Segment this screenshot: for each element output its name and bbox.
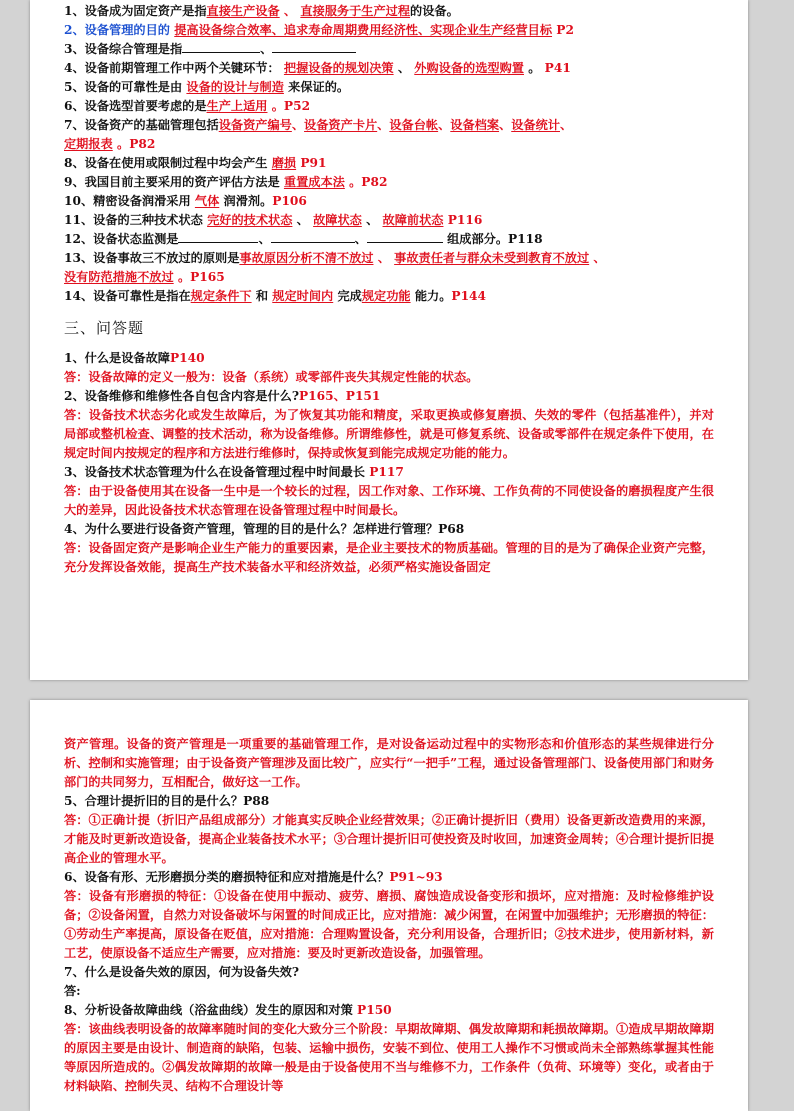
question-text: 。 [177, 270, 191, 284]
separator: 、 [377, 118, 390, 132]
page-ref: P41 [544, 61, 571, 75]
question-text: 。 [349, 175, 362, 189]
question-text: 润滑剂。 [223, 194, 273, 208]
separator: 、 [354, 232, 367, 246]
question-text: 6、设备有形、无形磨损分类的磨损特征和应对措施是什么？ [64, 870, 390, 884]
question-text: 2、设备维修和维修性各自包含内容是什么? [64, 389, 299, 403]
question-text: 8、设备在使用或限制过程中均会产生 [64, 156, 268, 170]
qa-question-7 [64, 963, 714, 982]
qa-question-3 [64, 463, 714, 482]
section-title: 三、问答题 [64, 319, 145, 337]
answer-text: 故障前状态 [382, 213, 444, 227]
qa-answer-4-part-2: 资产管理。设备的资产管理是一项重要的基础管理工作，是对设备运动过程中的实物形态和价值形态的某些规律进行分析、控制和实施管理；由于设备资产管理涉及面比较广，应实行“一把手”工程，通过设备管理部门、设备使用部门和财务部门的共同努力，互相配合，做好这一工作。 [64, 737, 714, 789]
answer-text: 定期报表 [64, 137, 113, 151]
separator: 、 [260, 42, 273, 56]
answer-text: 把握设备的规划决策 [283, 61, 394, 75]
question-text: 。 [528, 61, 541, 75]
answer-text: 外购设备的选型购置 [414, 61, 524, 75]
separator: 、 [291, 118, 305, 132]
question-text: 能力。 [414, 289, 452, 303]
qa-answer-8: 答：该曲线表明设备的故障率随时间的变化大致分三个阶段：早期故障期、偶发故障期和耗损故障期。①造成早期故障期的原因主要是由设计、制造商的缺陷，包装、运输中损伤，安装不到位、使用工人操作不习惯或尚未全部熟练掌握其性能等原因所造成的。②偶发故障期的故障一般是由于设备使用不当与维修不力，工作条件（负荷、环境等）变化，或者由于材料缺陷、控制失灵、结构不合理设计等 [64, 1022, 714, 1093]
page-ref: P82 [129, 137, 156, 151]
blank-line [271, 230, 355, 243]
question-text: 组成部分。 [447, 232, 509, 246]
page-ref: P2 [556, 23, 574, 37]
question-text: 。 [117, 137, 130, 151]
page-ref: P52 [283, 99, 311, 113]
answer-text: 生产上适用 [206, 99, 268, 113]
question-text: 2、设备管理的目的 [64, 23, 170, 37]
fill-question-4 [64, 59, 714, 78]
qa-question-5 [64, 792, 714, 811]
page-ref: P106 [272, 194, 307, 208]
fill-question-13-cont [64, 268, 714, 287]
separator: 、 [397, 61, 411, 75]
qa-answer-6: 答：设备有形磨损的特征：①设备在使用中振动、疲劳、磨损、腐蚀造成设备变形和损坏，应对措施：及时检修维护设备；②设备闲置，自然力对设备破坏与闲置的时间成正比，应对措施：减少闲置，在闲置中加强维护；无形磨损的特征：①劳动生产率提高，原设备在贬值，应对措施：合理购置设备，充分利用设备，合理折旧；②技术进步，使用新材料，新工艺，使原设备不适应生产需要，应对措施：要及时更新改造设备，加强管理。 [64, 889, 714, 960]
answer-text: 直接生产设备 [206, 4, 280, 18]
answer-text: 规定功能 [361, 289, 411, 303]
blank-line [182, 40, 260, 53]
answer-text: 重置成本法 [283, 175, 345, 189]
fill-question-2 [64, 21, 714, 40]
answer-text: 没有防范措施不放过 [64, 270, 174, 284]
answer-text: 设备台帐 [389, 118, 439, 132]
fill-question-10 [64, 192, 714, 211]
question-text: 4、为什么要进行设备资产管理，管理的目的是什么？怎样进行管理？P68 [64, 522, 465, 536]
separator: 、 [438, 118, 451, 132]
fill-question-11 [64, 211, 714, 230]
answer-text: 事故原因分析不清不放过 [239, 251, 374, 265]
question-text: 的设备。 [410, 4, 459, 18]
question-text: 12、设备状态监测是 [64, 232, 179, 246]
question-text: 5、设备的可靠性是由 [64, 80, 183, 94]
answer-text: 完好的技术状态 [207, 213, 293, 227]
page-ref: P82 [361, 175, 388, 189]
document-page-2 [30, 700, 748, 1111]
answer-text: 设备的设计与制造 [186, 80, 284, 94]
fill-question-5 [64, 78, 714, 97]
question-text: 11、设备的三种技术状态 [64, 213, 203, 227]
qa-question-1 [64, 349, 714, 368]
question-text: 3、设备技术状态管理为什么在设备管理过程中时间最长 [64, 465, 365, 479]
question-text: 来保证的。 [288, 80, 350, 94]
answer-text: 设备统计 [511, 118, 560, 132]
answer-text: 规定条件下 [190, 289, 252, 303]
fill-question-14 [64, 287, 714, 306]
qa-answer-1: 答：设备故障的定义一般为：设备（系统）或零部件丧失其规定性能的状态。 [64, 370, 479, 384]
page-ref: P91~93 [389, 870, 443, 884]
qa-question-2 [64, 387, 714, 406]
qa-question-6 [64, 868, 714, 887]
fill-question-12 [64, 230, 714, 249]
answer-text: 提高设备综合效率、追求寿命周期费用经济性、实现企业生产经营目标 [174, 23, 553, 37]
separator: 、 [593, 251, 606, 265]
qa-answer-2: 答：设备技术状态劣化或发生故障后，为了恢复其功能和精度，采取更换或修复磨损、失效的零件（包括基准件），并对局部或整机检查、调整的技术活动，称为设备维修。所谓维修性，就是可修复系统、设备或零部件在规定条件下使用，在规定时间内按规定的程序和方法进行维修时，保持或恢复到能完成规定功能的能力。 [64, 408, 714, 460]
question-text: 。 [271, 99, 284, 113]
question-text: 13、设备事故三不放过的原则是 [64, 251, 240, 265]
page-ref: P91 [300, 156, 327, 170]
document-page-1 [30, 0, 748, 680]
answer-text: 设备档案 [450, 118, 500, 132]
answer-text: 规定时间内 [272, 289, 334, 303]
answer-text: 磨损 [271, 156, 297, 170]
qa-answer-5: 答：①正确计提（折旧产品组成部分）才能真实反映企业经营效果；②正确计提折旧（费用）设备更新改造费用的来源，才能及时更新改造设备，提高企业装备技术水平；③合理计提折旧可使投资及时收回，加速资金周转；④合理计提折旧提高企业的管理水平。 [64, 813, 714, 865]
blank-line [272, 40, 356, 53]
qa-answer-7: 答: [64, 984, 81, 998]
question-text: 7、设备资产的基础管理包括 [64, 118, 219, 132]
answer-text: 气体 [194, 194, 220, 208]
answer-text: 故障状态 [313, 213, 362, 227]
qa-question-4 [64, 520, 714, 539]
page-ref: P150 [357, 1003, 392, 1017]
answer-text: 事故责任者与群众未受到教育不放过 [394, 251, 590, 265]
question-text: 14、设备可靠性是指在 [64, 289, 191, 303]
question-text: 10、精密设备润滑采用 [64, 194, 191, 208]
question-text: 3、设备综合管理是指 [64, 42, 183, 56]
answer-text: 直接服务于生产过程 [300, 4, 411, 18]
fill-question-7 [64, 116, 714, 135]
question-text: 和 [255, 289, 269, 303]
qa-answer-3: 答：由于设备使用其在设备一生中是一个较长的过程，因工作对象、工作环境、工作负荷的不同使设备的磨损程度产生很大的差异，因此设备技术状态管理在设备管理过程中时间最长。 [64, 484, 714, 517]
question-text: 4、设备前期管理工作中两个关键环节： [64, 61, 280, 75]
fill-question-9 [64, 173, 714, 192]
separator: 、 [559, 118, 573, 132]
separator: 、 [499, 118, 512, 132]
answer-text: 设备资产卡片 [304, 118, 378, 132]
page-ref: P117 [369, 465, 404, 479]
question-text: 7、什么是设备失效的原因，何为设备失效? [64, 965, 299, 979]
page-ref: P88 [243, 794, 270, 808]
question-text: 6、设备选型首要考虑的是 [64, 99, 207, 113]
separator: 、 [296, 213, 309, 227]
qa-question-8 [64, 1001, 714, 1020]
blank-line [178, 230, 258, 243]
page-ref: P165 [190, 270, 225, 284]
page-ref: P118 [508, 232, 543, 246]
fill-question-13 [64, 249, 714, 268]
question-text: 5、合理计提折旧的目的是什么？ [64, 794, 244, 808]
answer-text: 设备资产编号 [218, 118, 292, 132]
fill-question-1 [64, 2, 714, 21]
page-ref: P116 [447, 213, 483, 227]
separator: 、 [377, 251, 390, 265]
separator: 、 [366, 213, 379, 227]
separator: 、 [258, 232, 271, 246]
fill-question-6 [64, 97, 714, 116]
fill-question-7-cont [64, 135, 714, 154]
page-ref: P144 [451, 289, 487, 303]
fill-question-3 [64, 40, 714, 59]
question-text: 1、什么是设备故障 [64, 351, 170, 365]
question-text: 9、我国目前主要采用的资产评估方法是 [64, 175, 280, 189]
page-ref: P165、P151 [299, 389, 381, 403]
separator: 、 [283, 4, 297, 18]
blank-line [367, 230, 443, 243]
question-text: 8、分析设备故障曲线（浴盆曲线）发生的原因和对策 [64, 1003, 353, 1017]
qa-answer-4-part-1: 答：设备固定资产是影响企业生产能力的重要因素，是企业主要技术的物质基础。管理的目的是为了确保企业资产完整，充分发挥设备效能，提高生产技术装备水平和经济效益，必须严格实施设备固定 [64, 541, 714, 574]
question-text: 1、设备成为固定资产是指 [64, 4, 207, 18]
page-ref: P140 [169, 351, 205, 365]
fill-question-8 [64, 154, 714, 173]
question-text: 完成 [337, 289, 362, 303]
